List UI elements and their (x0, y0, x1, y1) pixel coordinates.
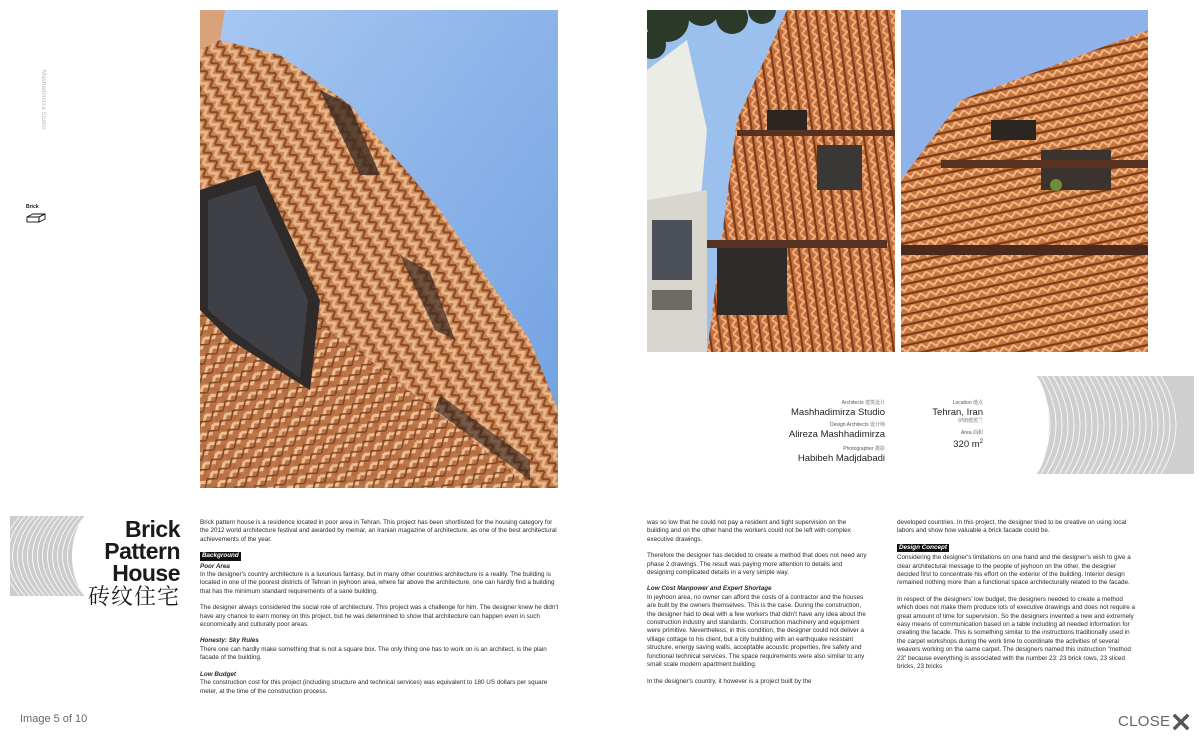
subheading-shortage: Low Cost Manpower and Expert Shortage (647, 585, 772, 593)
credit-photographer-value: Habibeh Madjdabadi (797, 453, 885, 464)
intro-paragraph: Brick pattern house is a residence located in poor area in Tehran. This project has been shortlisted for the housing category for the 2012 world architecture festival and awarded by memar, an Iranian magazine of architecture, as one of the best architectural achievements of the year. (200, 519, 557, 543)
main-facade-photo (200, 10, 558, 488)
area-number: 320 m (953, 439, 980, 451)
section-heading-background: Background (202, 552, 239, 560)
paragraph: The designer always considered the social role of architecture. This project was a challenge for him. The designer knew he didn't have any chance to earn money on this project, but he was determined to show that architecture can happen even in such economically and culturally poor areas. (200, 604, 559, 629)
body-column-3 (897, 519, 1137, 704)
credit-location-label: Location 地点 (952, 400, 983, 406)
credit-design-architects-value: Alireza Mashhadimirza (788, 429, 885, 440)
brick-category-tag (26, 204, 50, 228)
project-title (72, 518, 180, 610)
credit-area-value (890, 437, 983, 450)
title-line-pattern: Pattern (104, 538, 180, 564)
close-button[interactable] (1118, 711, 1190, 733)
paragraph: The construction cost for this project (including structure and technical services) was equivalent to 180 US dollars per square meter, at the time of the construction process. (200, 679, 548, 695)
subheading-low-budget: Low Budget (200, 670, 237, 678)
brick-tag-label: Brick (26, 204, 39, 210)
close-label: CLOSE (1118, 713, 1171, 730)
credit-area-label: Area 面积 (961, 430, 983, 436)
credit-photographer-label: Photographer 摄影 (843, 446, 885, 452)
credit-location-cn: 伊朗德黑兰 (957, 418, 983, 424)
paragraph: In jeyhoon area, no owner can afford the costs of a contractor and the houses are built by the owners themselves. This is the case. During the construction, the designer had to deal with a few workers that didn't have any idea about the construction industry and standards. Construction machinery and equipment were primitive. Nevertheless, in this condition, the designer could not deliver a village cottage to his client, but a city building with an earthquake resistant structure, energy saving walls, acceptable acoustic properties, fire safety and functional technical services. The space requirements were also similar to any small scale modern apartment building. (647, 593, 866, 669)
subheading-poor-area: Poor Area (200, 562, 230, 570)
paragraph: There one can hardly make something that is not a square box. The only thing one has to work on is an architect, is the plain facade of the building. (200, 645, 547, 662)
paragraph: In the designer's country, it however is a project built by the (647, 677, 812, 685)
vertical-studio-credit: Mashadimirza Studio (40, 70, 46, 130)
paragraph: was so low that he could not pay a resident and tight supervision on the building and on the other hand the workers could not be left with complex executive drawings. (647, 519, 851, 543)
title-line-brick: Brick (124, 516, 180, 542)
section-heading-design-concept: Design Concept (899, 543, 947, 551)
area-unit-superscript: 2 (979, 439, 983, 445)
facade-photo-sky (901, 10, 1148, 352)
paragraph: In respect of the designers' low budget, the designers needed to create a method which does not make them produce lots of executive drawings and does not require a great amount of time for supervision. So the designers invented a new and extremely easy means of communication based on a table including all needed information for creating the facade. This is something similar to the instructions traditionally used in the carpet workshops during the work time to coordinate the activities of several weavers working on the same carpet. The designers named this instruction "method 23" because everything is associated with the number 23: 23 brick rows, 23 sliced bricks, 23 bricks (897, 595, 1136, 671)
credit-architects-value: Mashhadimirza Studio (791, 407, 885, 418)
paragraph: Considering the designer's limitations on one hand and the designer's wish to give a clear architectural message to the people of jeyhoon on the other, the designer decided first to concentrate his effort on the exterior of the building. Interior design remained nothing more than a functional space architecturally related to the facade. (897, 554, 1131, 587)
close-icon (1172, 713, 1190, 731)
credit-architects (700, 400, 885, 418)
paragraph: developed countries. In this project, the designer tried to be creative on using local labors and show how valuable a brick facade could be. (897, 519, 1127, 535)
brick-icon (26, 213, 46, 223)
credit-design-architects-label: Design Architects 设计师 (829, 422, 885, 428)
paragraph: In the designer's country architecture is a luxurious fantasy, but in many other countries architecture is a reality. The building is located in one of the poorest districts of Tehran in jeyhoon area, where far above the architecture, one can hardly find a building that has the minimum standard requirements of a sane building. (200, 571, 555, 595)
body-column-1 (200, 519, 560, 699)
paragraph: Therefore the designer has decided to create a method that does not need any phase 2 drawings. The result was paying more attention to details and designing complicated details in a very simple way. (647, 552, 867, 577)
body-column-2 (647, 519, 867, 704)
credit-architects-label: Architects 建筑设计 (841, 400, 885, 406)
credits-decorative-band (1025, 376, 1194, 474)
credit-design-architects (700, 422, 885, 440)
title-chinese: 砖纹住宅 (87, 584, 180, 609)
credit-photographer (700, 446, 885, 464)
title-line-house: House (112, 560, 180, 586)
subheading-honesty: Honesty: Sky Rules (200, 637, 259, 645)
image-counter: Image 5 of 10 (20, 713, 88, 725)
credit-area (890, 430, 983, 450)
credit-location-value: Tehran, Iran (932, 407, 983, 418)
facade-photo-tree (647, 10, 895, 352)
credit-location (890, 400, 983, 425)
